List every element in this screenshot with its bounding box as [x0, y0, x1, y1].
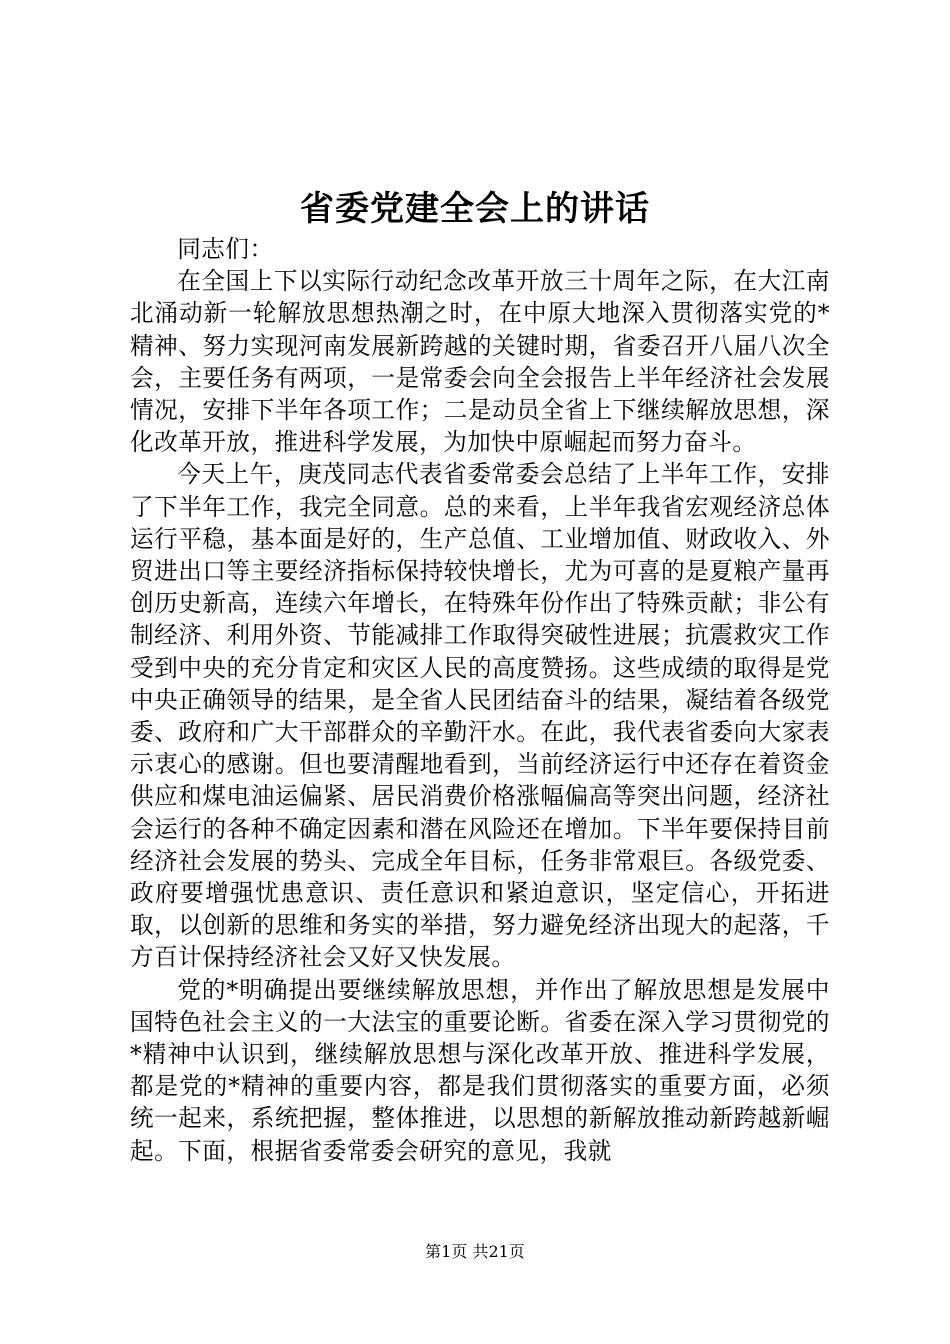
document-title: 省委党建全会上的讲话 [300, 189, 650, 229]
document-body [130, 233, 830, 1167]
page-footer: 第1页 共21页 [425, 1242, 525, 1261]
paragraph-3: 党的*明确提出要继续解放思想，并作出了解放思想是发展中国特色社会主义的一大法宝的重要论断。省委在深入学习贯彻党的*精神中认识到，继续解放思想与深化改革开放、推进科学发展，都是党的*精神的重要内容，都是我们贯彻落实的重要方面，必须统一起来，系统把握，整体推进，以思想的新解放推动新跨越新崛起。下面，根据省委常委会研究的意见，我就 [130, 975, 830, 1165]
salutation: 同志们： [177, 235, 274, 263]
paragraph-1: 在全国上下以实际行动纪念改革开放三十周年之际，在大江南北涌动新一轮解放思想热潮之时，在中原大地深入贯彻落实党的*精神、努力实现河南发展新跨越的关键时期，省委召开八届八次全会，主要任务有两项，一是常委会向全会报告上半年经济社会发展情况，安排下半年各项工作；二是动员全省上下继续解放思想，深化改革开放，推进科学发展，为加快中原崛起而努力奋斗。 [130, 267, 830, 457]
paragraph-2: 今天上午，庚茂同志代表省委常委会总结了上半年工作，安排了下半年工作，我完全同意。总的来看，上半年我省宏观经济总体运行平稳，基本面是好的，生产总值、工业增加值、财政收入、外贸进出口等主要经济指标保持较快增长，尤为可喜的是夏粮产量再创历史新高，连续六年增长，在特殊年份作出了特殊贡献；非公有制经济、利用外资、节能减排工作取得突破性进展；抗震救灾工作受到中央的充分肯定和灾区人民的高度赞扬。这些成绩的取得是党中央正确领导的结果，是全省人民团结奋斗的结果，凝结着各级党委、政府和广大干部群众的辛勤汗水。在此，我代表省委向大家表示衷心的感谢。但也要清醒地看到，当前经济运行中还存在着资金供应和煤电油运偏紧、居民消费价格涨幅偏高等突出问题，经济社会运行的各种不确定因素和潜在风险还在增加。下半年要保持目前经济社会发展的势头、完成全年目标，任务非常艰巨。各级党委、政府要增强忧患意识、责任意识和紧迫意识，坚定信心，开拓进取，以创新的思维和务实的举措，努力避免经济出现大的起落，千方百计保持经济社会又好又快发展。 [130, 460, 830, 972]
